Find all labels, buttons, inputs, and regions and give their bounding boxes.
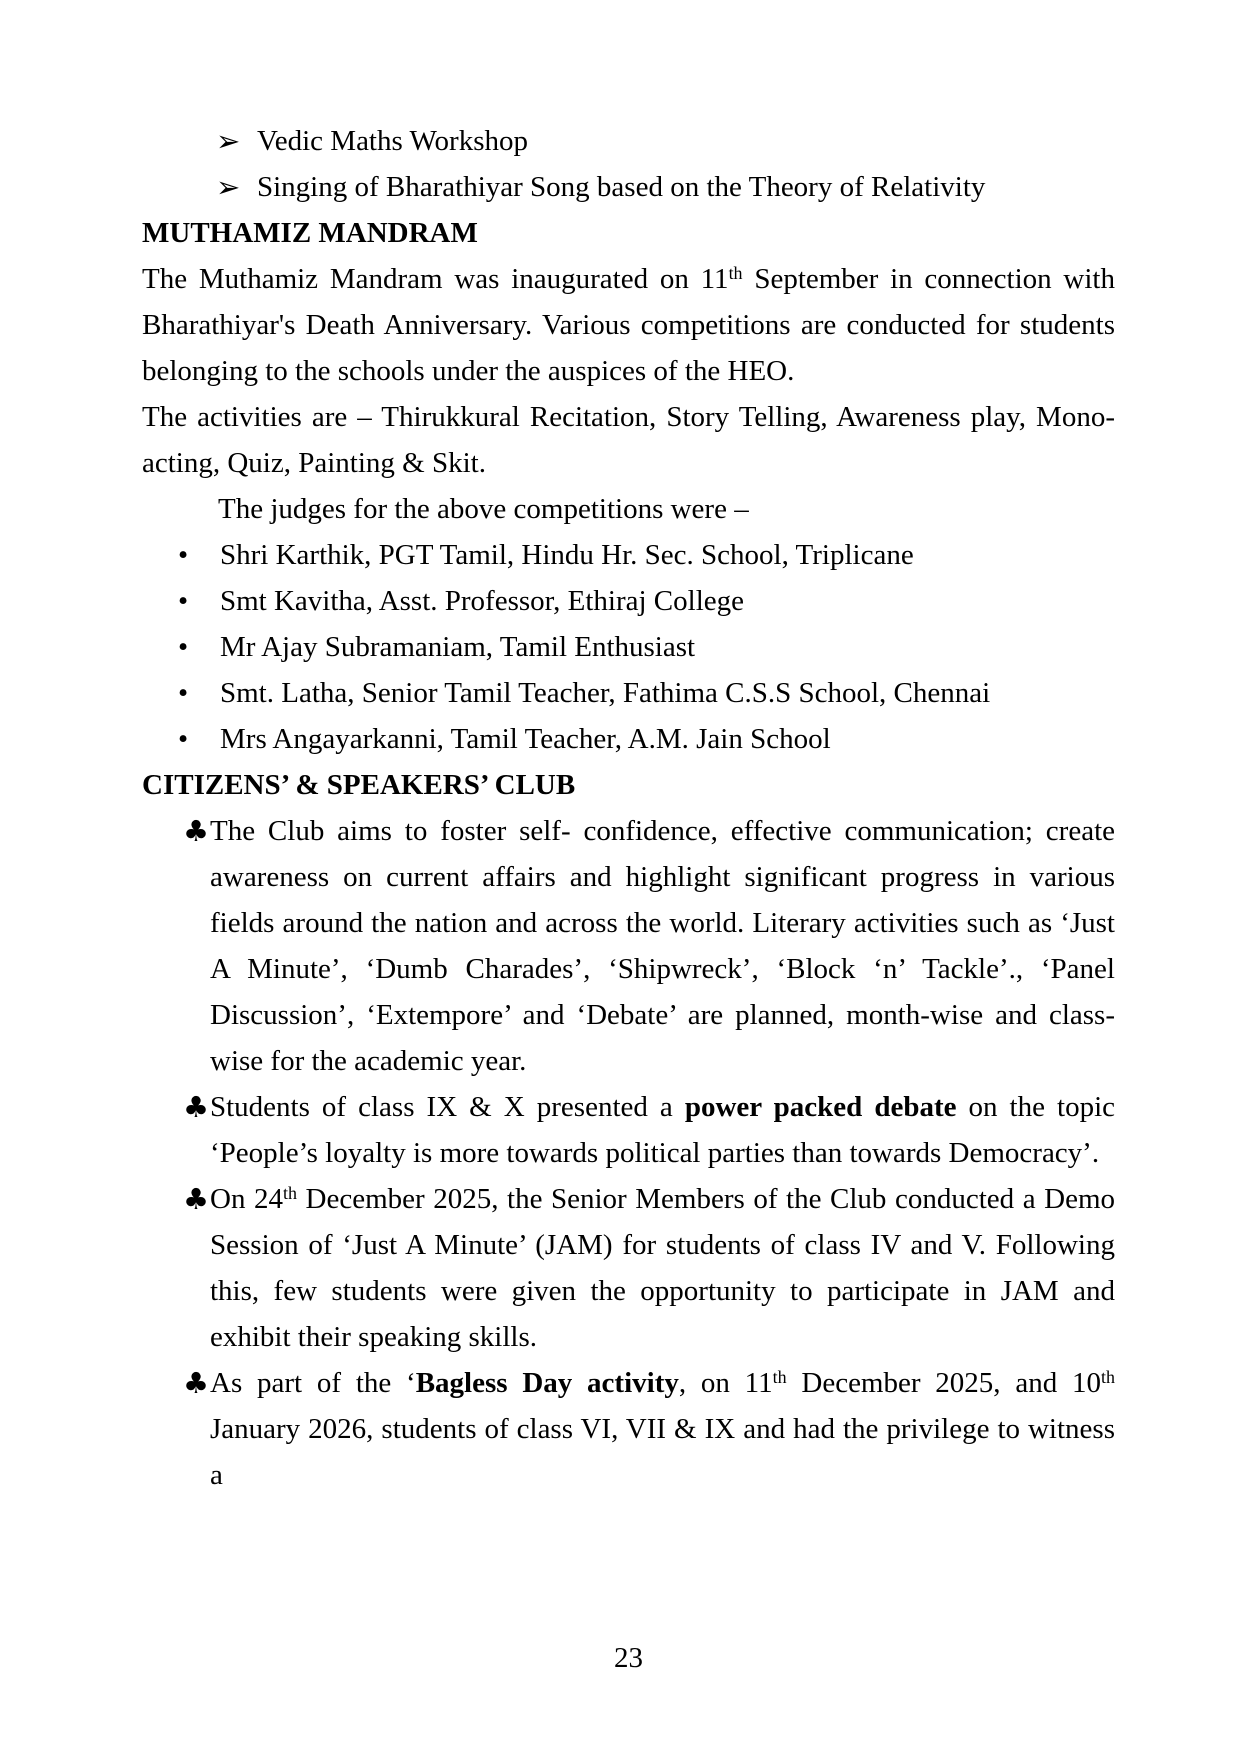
judge-list-item-text: Mr Ajay Subramaniam, Tamil Enthusiast <box>220 631 696 663</box>
club-list-item-text: As part of the ‘Bagless Day activity, on 11th December 2025, and 10th January 2026, students of class VI, VII & IX and had the privilege to witness a <box>210 1367 1115 1491</box>
club-list-item <box>142 1176 1115 1360</box>
arrowhead-bullet-icon: ➢ <box>216 170 241 204</box>
paragraph: The judges for the above competitions were – <box>218 493 749 525</box>
arrow-list-item-text: Singing of Bharathiyar Song based on the Theory of Relativity <box>257 171 986 203</box>
judge-list-item-text: Smt Kavitha, Asst. Professor, Ethiraj College <box>220 585 745 617</box>
dot-bullet-icon: • <box>178 631 189 663</box>
dot-bullet-icon: • <box>178 539 189 571</box>
arrow-list-item <box>142 118 1115 164</box>
club-list-item <box>142 1084 1115 1176</box>
arrow-list-item-text: Vedic Maths Workshop <box>257 125 528 157</box>
section-heading-citizens-speakers-club: CITIZENS’ & SPEAKERS’ CLUB <box>142 769 576 801</box>
judge-list-item-text: Shri Karthik, PGT Tamil, Hindu Hr. Sec. School, Triplicane <box>220 539 914 571</box>
judge-list-item-text: Smt. Latha, Senior Tamil Teacher, Fathima C.S.S School, Chennai <box>220 677 991 709</box>
club-suit-bullet-icon: ♣ <box>183 814 209 848</box>
club-list-item-text: The Club aims to foster self- confidence, effective communication; create awareness on current affairs and highlight significant progress in various fields around the nation and across the world. Literary activities such as ‘Just A Minute’, ‘Dumb Charades’, ‘Shipwreck’, ‘Block ‘n’ Tackle’., ‘Panel Discussion’, ‘Extempore’ and ‘Debate’ are planned, month-wise and class-wise for the academic year. <box>210 815 1115 1077</box>
arrow-list-item <box>142 164 1115 210</box>
page-number: 23 <box>614 1642 643 1674</box>
club-list-item <box>142 808 1115 1084</box>
judge-list-item <box>142 578 1115 624</box>
club-suit-bullet-icon: ♣ <box>183 1182 209 1216</box>
section-heading-muthamiz-mandram: MUTHAMIZ MANDRAM <box>142 217 478 249</box>
club-suit-bullet-icon: ♣ <box>183 1366 209 1400</box>
page-content <box>142 118 1115 1498</box>
paragraph: The Muthamiz Mandram was inaugurated on 11th September in connection with Bharathiyar's Death Anniversary. Various competitions are conducted for students belonging to the schools under the auspices of the HEO. <box>142 263 1115 387</box>
paragraph: The activities are – Thirukkural Recitation, Story Telling, Awareness play, Mono-acting, Quiz, Painting & Skit. <box>142 401 1115 479</box>
judge-list-item-text: Mrs Angayarkanni, Tamil Teacher, A.M. Jain School <box>220 723 831 755</box>
dot-bullet-icon: • <box>178 723 189 755</box>
judge-list-item <box>142 716 1115 762</box>
judge-list-item <box>142 624 1115 670</box>
arrowhead-bullet-icon: ➢ <box>216 124 241 158</box>
judge-list-item <box>142 532 1115 578</box>
club-list-item-text: Students of class IX & X presented a power packed debate on the topic ‘People’s loyalty is more towards political parties than towards Democracy’. <box>210 1091 1116 1169</box>
dot-bullet-icon: • <box>178 677 189 709</box>
judge-list-item <box>142 670 1115 716</box>
club-list-item <box>142 1360 1115 1498</box>
club-list-item-text: On 24th December 2025, the Senior Members of the Club conducted a Demo Session of ‘Just A Minute’ (JAM) for students of class IV and V. Following this, few students were given the opportunity to participate in JAM and exhibit their speaking skills. <box>210 1183 1115 1353</box>
club-suit-bullet-icon: ♣ <box>183 1090 209 1124</box>
dot-bullet-icon: • <box>178 585 189 617</box>
